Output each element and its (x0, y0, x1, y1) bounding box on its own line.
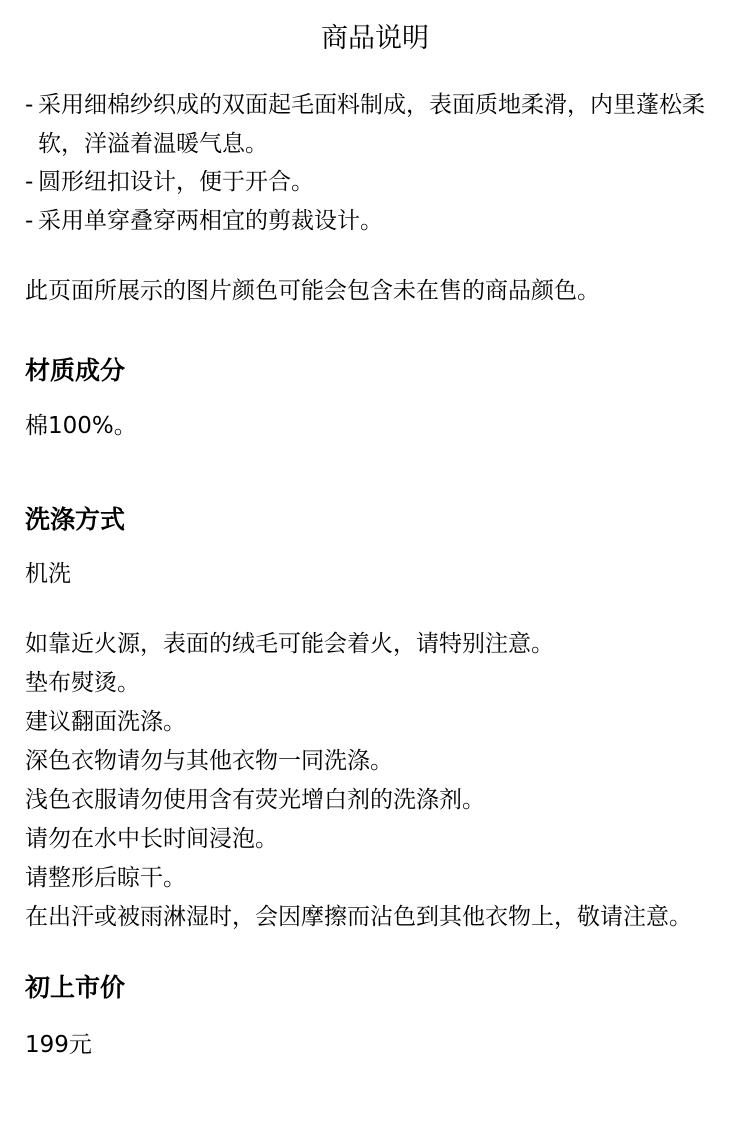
washing-note: 请勿在水中长时间浸泡。 (25, 826, 278, 852)
washing-note: 浅色衣服请勿使用含有荧光增白剂的洗涤剂。 (25, 787, 485, 813)
description-item (25, 163, 725, 202)
description-item-text: 采用单穿叠穿两相宜的剪裁设计。 (38, 207, 383, 234)
material-text: 棉100%。 (25, 413, 137, 439)
washing-heading: 洗涤方式 (25, 505, 126, 534)
price-heading: 初上市价 (25, 973, 126, 1002)
washing-notes-list (25, 625, 725, 937)
washing-note: 请整形后晾干。 (25, 865, 186, 891)
list-dash: - (25, 92, 34, 118)
washing-note: 建议翻面洗涤。 (25, 709, 186, 735)
washing-note: 如靠近火源，表面的绒毛可能会着火，请特别注意。 (25, 631, 554, 657)
price-text: 199元 (25, 1032, 92, 1058)
washing-note: 在出汗或被雨淋湿时，会因摩擦而沾色到其他衣物上，敬请注意。 (25, 904, 692, 930)
list-dash: - (25, 169, 34, 195)
description-item-text: 圆形纽扣设计，便于开合。 (38, 169, 314, 195)
description-item (25, 86, 725, 163)
description-list (25, 86, 725, 240)
washing-note: 垫布熨烫。 (25, 670, 140, 696)
washing-note: 深色衣物请勿与其他衣物一同洗涤。 (25, 748, 393, 774)
washing-method: 机洗 (25, 561, 71, 587)
description-item (25, 202, 725, 241)
page-title: 商品说明 (321, 23, 429, 54)
list-dash: - (25, 207, 34, 234)
color-note: 此页面所展示的图片颜色可能会包含未在售的商品颜色。 (25, 278, 600, 304)
description-item-text: 采用细棉纱织成的双面起毛面料制成，表面质地柔滑，内里蓬松柔软，洋溢着温暖气息。 (38, 92, 705, 157)
material-heading: 材质成分 (25, 356, 126, 385)
